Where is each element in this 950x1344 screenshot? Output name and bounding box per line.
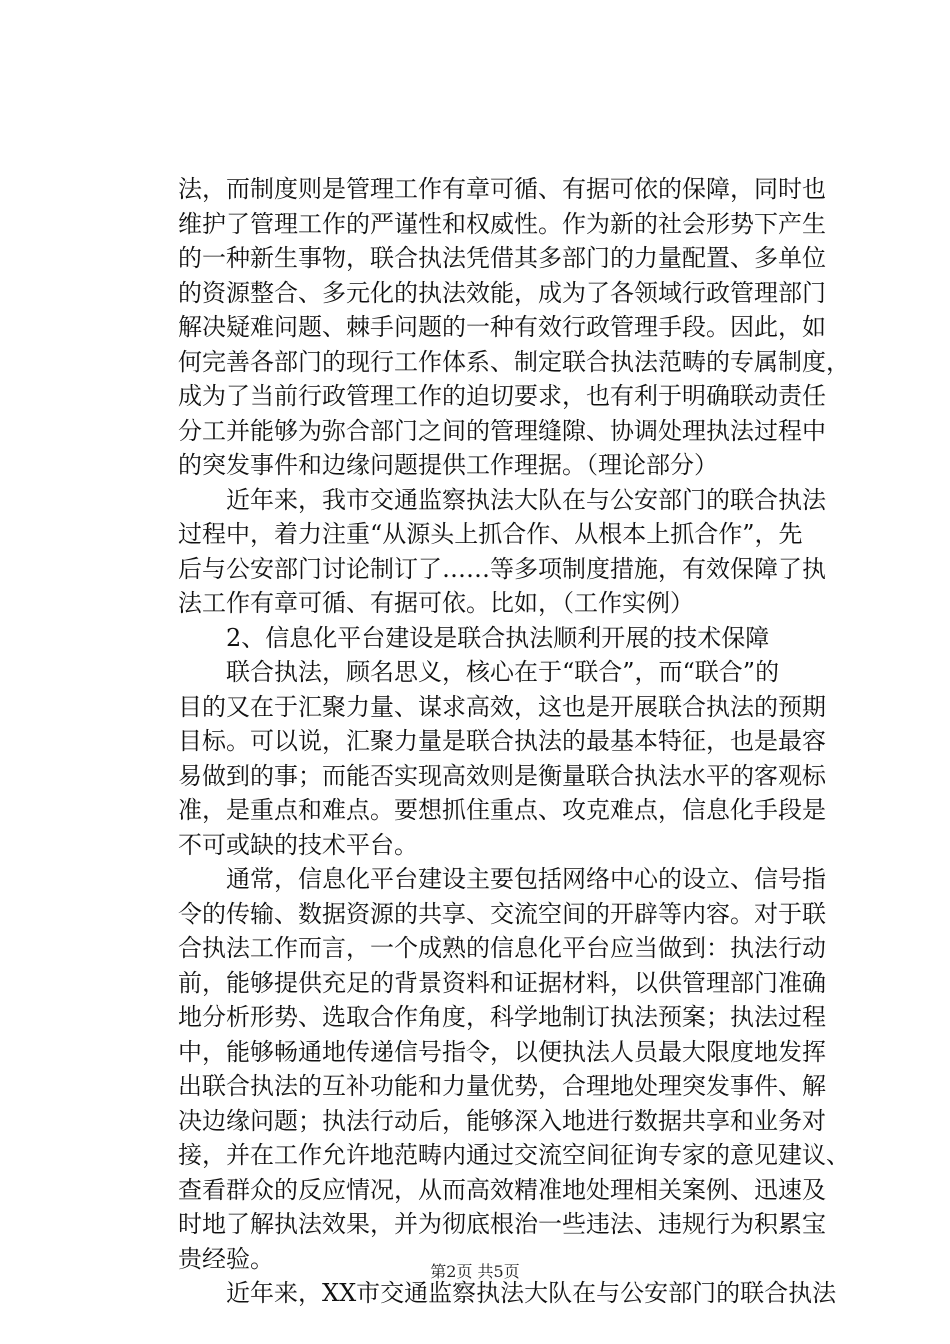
text-line: 接，并在工作允许地范畴内通过交流空间征询专家的意见建议、	[178, 1141, 850, 1169]
text-line: 决边缘问题；执法行动后，能够深入地进行数据共享和业务对	[178, 1106, 826, 1135]
text-line: 目的又在于汇聚力量、谋求高效，这也是开展联合执法的预期	[178, 692, 826, 721]
page-number-footer: 第2页 共5页	[430, 1262, 520, 1281]
text-line: 出联合执法的互补功能和力量优势，合理地处理突发事件、解	[178, 1072, 826, 1100]
text-line: 法，而制度则是管理工作有章可循、有据可依的保障，同时也	[178, 175, 826, 203]
text-line: 联合执法，顾名思义，核心在于“联合”，而“联合”的	[178, 658, 780, 686]
text-line: 的一种新生事物，联合执法凭借其多部门的力量配置、多单位	[178, 244, 826, 272]
text-line: 目标。可以说，汇聚力量是联合执法的最基本特征，也是最容	[178, 727, 826, 755]
text-line: 贵经验。	[178, 1244, 274, 1273]
text-line: 时地了解执法效果，并为彻底根治一些违法、违规行为积累宝	[178, 1210, 826, 1238]
text-line: 的资源整合、多元化的执法效能，成为了各领域行政管理部门	[178, 278, 826, 307]
text-line: 分工并能够为弥合部门之间的管理缝隙、协调处理执法过程中	[178, 416, 826, 445]
text-line: 查看群众的反应情况，从而高效精准地处理相关案例、迅速及	[178, 1175, 826, 1204]
text-line: 易做到的事；而能否实现高效则是衡量联合执法水平的客观标	[178, 761, 826, 790]
text-line: 合执法工作而言，一个成熟的信息化平台应当做到：执法行动	[178, 934, 826, 962]
text-line: 近年来，我市交通监察执法大队在与公安部门的联合执法	[178, 485, 826, 514]
text-line: 后与公安部门讨论制订了……等多项制度措施，有效保障了执	[178, 554, 826, 583]
text-line: 中，能够畅通地传递信号指令，以便执法人员最大限度地发挥	[178, 1037, 826, 1066]
text-line: 何完善各部门的现行工作体系、制定联合执法范畴的专属制度，	[178, 347, 850, 376]
text-line: 令的传输、数据资源的共享、交流空间的开辟等内容。对于联	[178, 899, 826, 928]
text-line: 近年来，XX市交通监察执法大队在与公安部门的联合执法	[178, 1279, 837, 1307]
text-line: 地分析形势、选取合作角度，科学地制订执法预案；执法过程	[178, 1003, 826, 1031]
text-line: 过程中，着力注重“从源头上抓合作、从根本上抓合作”，先	[178, 520, 803, 548]
text-line: 法工作有章可循、有据可依。比如，（工作实例）	[178, 589, 694, 617]
text-line: 成为了当前行政管理工作的迫切要求，也有利于明确联动责任	[178, 382, 826, 410]
text-line: 维护了管理工作的严谨性和权威性。作为新的社会形势下产生	[178, 209, 826, 238]
text-line: 的突发事件和边缘问题提供工作理据。（理论部分）	[178, 451, 718, 479]
section-heading: 2、信息化平台建设是联合执法顺利开展的技术保障	[178, 623, 770, 652]
text-line: 不可或缺的技术平台。	[178, 830, 418, 859]
text-line: 前，能够提供充足的背景资料和证据材料，以供管理部门准确	[178, 968, 826, 997]
text-line: 解决疑难问题、棘手问题的一种有效行政管理手段。因此，如	[178, 313, 826, 341]
document-body	[178, 172, 858, 1311]
text-line: 通常，信息化平台建设主要包括网络中心的设立、信号指	[178, 865, 826, 893]
text-line: 准，是重点和难点。要想抓住重点、攻克难点，信息化手段是	[178, 796, 826, 824]
